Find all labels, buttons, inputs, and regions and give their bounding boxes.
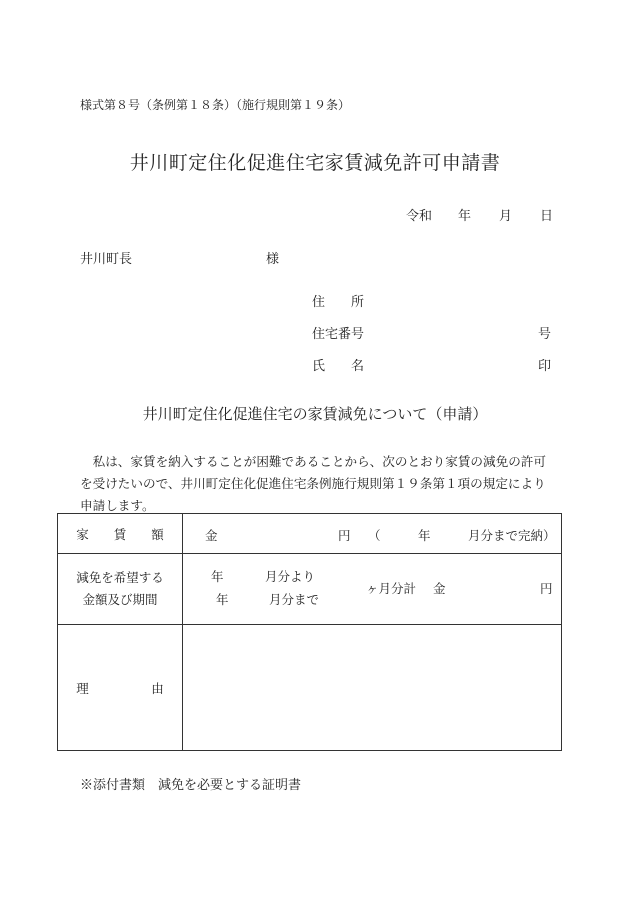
reason-value-cell[interactable]	[183, 625, 562, 751]
amount-yen: 円	[540, 581, 553, 596]
house-number-label: 住宅番号	[312, 327, 365, 342]
address-label: 住 所	[312, 295, 365, 310]
reduction-label-line2: 金額及び期間	[82, 592, 158, 607]
reduction-value-cell[interactable]	[183, 554, 562, 625]
document-title: 井川町定住化促進住宅家賃減免許可申請書	[129, 152, 501, 174]
reduction-label-line1: 減免を希望する	[76, 570, 164, 585]
application-statement: 私は、家賃を納入することが困難であることから、次のとおり家賃の減免の許可を受けたいので、井川町定住化促進住宅条例施行規則第１９条第１項の規定により申請します。	[80, 454, 546, 513]
amount-kin: 金	[433, 581, 446, 596]
house-number-suffix: 号	[537, 327, 551, 342]
reduction-label	[58, 554, 183, 625]
date-month: 月	[499, 209, 513, 224]
application-table	[57, 513, 562, 751]
reduction-row	[58, 554, 562, 625]
date-era: 令和	[406, 209, 433, 224]
attachment-note: ※添付書類 減免を必要とする証明書	[80, 778, 302, 793]
to-year: 年	[216, 592, 229, 607]
name-label: 氏 名	[312, 359, 365, 374]
to-month: 月分まで	[269, 592, 320, 607]
date-year: 年	[458, 209, 472, 224]
reason-label: 理 由	[58, 625, 183, 751]
rent-value-cell[interactable]	[183, 514, 562, 554]
addressee-honorific: 様	[266, 252, 280, 267]
rent-yen: 円	[338, 528, 351, 543]
from-month: 月分より	[265, 569, 316, 584]
form-number: 様式第８号（条例第１８条）（施行規則第１９条）	[80, 98, 351, 112]
rent-paid-until: （ 年 月分まで完納）	[368, 528, 556, 543]
reason-row	[58, 625, 562, 751]
addressee-name: 井川町長	[80, 252, 133, 267]
seal-mark: 印	[537, 359, 551, 374]
rent-kin: 金	[205, 528, 218, 543]
date-day: 日	[540, 209, 554, 224]
rent-label: 家 賃 額	[58, 514, 183, 554]
months-total: ヶ月分計	[366, 581, 417, 596]
rent-row	[58, 514, 562, 554]
from-year: 年	[211, 569, 224, 584]
section-subtitle: 井川町定住化促進住宅の家賃減免について（申請）	[142, 405, 488, 423]
